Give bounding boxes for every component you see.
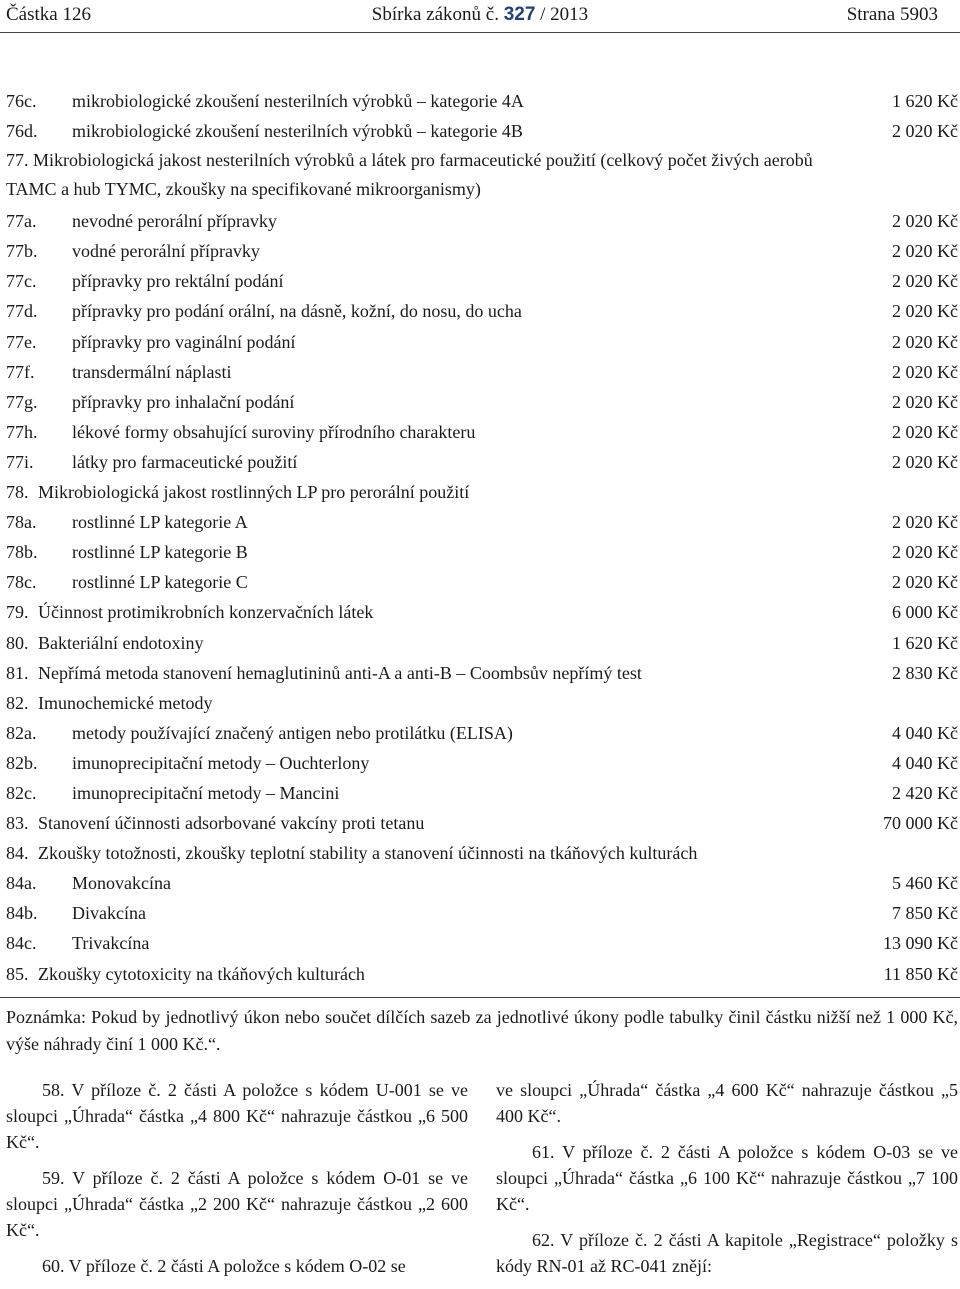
row-code: 83.: [6, 813, 29, 834]
row-code: 77f.: [6, 361, 35, 382]
row-description: Trivakcína: [72, 933, 150, 954]
row-code: 82a.: [6, 722, 37, 743]
page-header: [0, 0, 960, 34]
row-fee: 2 020 Kč: [892, 542, 958, 563]
row-description: přípravky pro rektální podání: [72, 271, 284, 292]
row-code: 82.: [6, 692, 29, 713]
row-description: Zkoušky totožnosti, zkoušky teplotní stability a stanovení účinnosti na tkáňových kulturách: [38, 843, 698, 864]
header-collection-suffix: / 2013: [535, 4, 589, 25]
row-description: lékové formy obsahující suroviny přírodního charakteru: [72, 421, 476, 442]
table-row: [0, 959, 960, 989]
row-description: vodné perorální přípravky: [72, 241, 260, 262]
table-row: [0, 868, 960, 898]
row-code: 76c.: [6, 91, 37, 111]
header-divider: [0, 32, 960, 33]
row-code: 85.: [6, 963, 29, 984]
row-fee: 5 460 Kč: [892, 873, 958, 894]
row-fee: 1 620 Kč: [892, 91, 958, 111]
table-note: Poznámka: Pokud by jednotlivý úkon nebo součet dílčích sazeb za jednotlivé úkony podle tabulky činil částku nižší než 1 000 Kč, výše náhrady činí 1 000 Kč.“.: [6, 1007, 958, 1054]
row-code: 80.: [6, 632, 29, 653]
row-description: Monovakcína: [72, 873, 171, 894]
row-description: látky pro farmaceutické použití: [72, 451, 298, 472]
row-code: 82c.: [6, 782, 37, 803]
row-fee: 2 020 Kč: [892, 301, 958, 322]
table-row: [0, 86, 960, 116]
row-code: 77i.: [6, 451, 34, 472]
paragraph-58: 58. V příloze č. 2 části A položce s kódem U-001 se ve sloupci „Úhrada“ částka „4 800 Kč“ nahrazuje částkou „6 500 Kč“.: [6, 1080, 468, 1152]
table-row: [0, 748, 960, 778]
row-description: rostlinné LP kategorie B: [72, 542, 248, 563]
row-code: 78c.: [6, 572, 37, 593]
header-collection-number: 327: [503, 4, 536, 25]
table-row: [0, 537, 960, 567]
row-code: 78.: [6, 482, 29, 503]
row-description: imunoprecipitační metody – Ouchterlony: [72, 752, 370, 773]
row-code: 78a.: [6, 512, 37, 533]
table-row: [0, 296, 960, 326]
row-description: rostlinné LP kategorie A: [72, 512, 248, 533]
table-row: [0, 266, 960, 296]
row-description: Zkoušky cytotoxicity na tkáňových kulturách: [38, 963, 365, 984]
header-collection-prefix: Sbírka zákonů č.: [371, 4, 504, 25]
table-row: [0, 597, 960, 627]
table-row: [0, 327, 960, 357]
paragraph-60-continued: ve sloupci „Úhrada“ částka „4 600 Kč“ nahrazuje částkou „5 400 Kč“.: [496, 1080, 958, 1126]
row-description: nevodné perorální přípravky: [72, 211, 277, 232]
row-fee: 13 090 Kč: [883, 933, 958, 954]
paragraph-59: 59. V příloze č. 2 části A položce s kódem O-01 se ve sloupci „Úhrada“ částka „2 200 Kč“ nahrazuje částkou „2 600 Kč“.: [6, 1168, 468, 1240]
table-row: [0, 146, 960, 206]
left-column: [6, 1077, 468, 1289]
row-description: mikrobiologické zkoušení nesterilních výrobků – kategorie 4B: [72, 121, 523, 142]
table-row: [0, 477, 960, 507]
header-collection: [0, 4, 960, 26]
row-fee: 4 040 Kč: [892, 752, 958, 773]
row-fee: 6 000 Kč: [892, 602, 958, 623]
row-fee: 2 020 Kč: [892, 271, 958, 292]
row-description: Imunochemické metody: [38, 692, 213, 713]
row-fee: 2 020 Kč: [892, 121, 958, 142]
row-description: přípravky pro vaginální podání: [72, 331, 296, 352]
row-fee: 2 020 Kč: [892, 421, 958, 442]
row-fee: 2 420 Kč: [892, 782, 958, 803]
row-code: 77h.: [6, 421, 38, 442]
row-description: Divakcína: [72, 903, 146, 924]
fee-table: [0, 86, 960, 989]
row-fee: 2 020 Kč: [892, 361, 958, 382]
row-description: Mikrobiologická jakost rostlinných LP pro perorální použití: [38, 482, 470, 503]
row-code: 76d.: [6, 121, 38, 142]
table-row: [0, 688, 960, 718]
table-row: [0, 116, 960, 146]
row-fee: 2 020 Kč: [892, 451, 958, 472]
row-code: 77d.: [6, 301, 38, 322]
row-fee: 2 020 Kč: [892, 391, 958, 412]
table-row: [0, 808, 960, 838]
table-row: [0, 718, 960, 748]
row-code: 77a.: [6, 211, 37, 232]
table-row: [0, 838, 960, 868]
row-fee: 11 850 Kč: [883, 963, 958, 984]
row-code: 77e.: [6, 331, 37, 352]
row-code: 78b.: [6, 542, 38, 563]
row-code: 79.: [6, 602, 29, 623]
row-code: 81.: [6, 662, 29, 683]
row-fee: 2 020 Kč: [892, 241, 958, 262]
table-row: [0, 567, 960, 597]
table-divider: [0, 997, 960, 998]
row-description: přípravky pro podání orální, na dásně, kožní, do nosu, do ucha: [72, 301, 522, 322]
row-description: Bakteriální endotoxiny: [38, 632, 204, 653]
row-fee: 2 830 Kč: [892, 662, 958, 683]
row-code: 82b.: [6, 752, 38, 773]
row-fee: 2 020 Kč: [892, 512, 958, 533]
paragraph-60: 60. V příloze č. 2 části A položce s kódem O-02 se: [42, 1256, 406, 1276]
row-fee: 70 000 Kč: [883, 813, 958, 834]
row-fee: 4 040 Kč: [892, 722, 958, 743]
table-row: [0, 387, 960, 417]
row-description: metody používající značený antigen nebo protilátku (ELISA): [72, 722, 513, 743]
row-description: Nepřímá metoda stanovení hemaglutininů anti-A a anti-B – Coombsův nepřímý test: [38, 662, 642, 683]
row-code: 84b.: [6, 903, 38, 924]
row-description: 77. Mikrobiologická jakost nesterilních výrobků a látek pro farmaceutické použití (celkový počet živých aerobů TAMC a hub TYMC, zkoušky na specifikované mikroorganismy): [6, 150, 813, 200]
row-fee: 1 620 Kč: [892, 632, 958, 653]
table-row: [0, 447, 960, 477]
table-row: [0, 507, 960, 537]
table-row: [0, 898, 960, 928]
row-description: imunoprecipitační metody – Mancini: [72, 782, 340, 803]
row-code: 84a.: [6, 873, 37, 894]
row-fee: 2 020 Kč: [892, 331, 958, 352]
row-description: Stanovení účinnosti adsorbované vakcíny proti tetanu: [38, 813, 425, 834]
row-description: transdermální náplasti: [72, 361, 232, 382]
row-description: Účinnost protimikrobních konzervačních látek: [38, 602, 374, 623]
right-column: [496, 1077, 958, 1289]
table-row: [0, 628, 960, 658]
table-row: [0, 928, 960, 958]
row-code: 84.: [6, 843, 29, 864]
table-row: [0, 778, 960, 808]
table-row: [0, 206, 960, 236]
paragraph-61: 61. V příloze č. 2 části A položce s kódem O-03 se ve sloupci „Úhrada“ částka „6 100 Kč“ nahrazuje částkou „7 100 Kč“.: [496, 1142, 958, 1214]
row-code: 77c.: [6, 271, 37, 292]
row-fee: 2 020 Kč: [892, 211, 958, 232]
row-code: 77b.: [6, 241, 38, 262]
table-row: [0, 357, 960, 387]
row-fee: 7 850 Kč: [892, 903, 958, 924]
row-description: rostlinné LP kategorie C: [72, 572, 248, 593]
header-page-number: Strana 5903: [846, 4, 938, 25]
table-row: [0, 417, 960, 447]
table-row: [0, 658, 960, 688]
row-code: 84c.: [6, 933, 37, 954]
table-row: [0, 236, 960, 266]
paragraph-62: 62. V příloze č. 2 části A kapitole „Registrace“ položky s kódy RN-01 až RC-041 znějí:: [496, 1230, 958, 1276]
row-code: 77g.: [6, 391, 38, 412]
row-description: přípravky pro inhalační podání: [72, 391, 295, 412]
row-description: mikrobiologické zkoušení nesterilních výrobků – kategorie 4A: [72, 91, 524, 111]
row-fee: 2 020 Kč: [892, 572, 958, 593]
header-part-number: Částka 126: [6, 4, 91, 25]
